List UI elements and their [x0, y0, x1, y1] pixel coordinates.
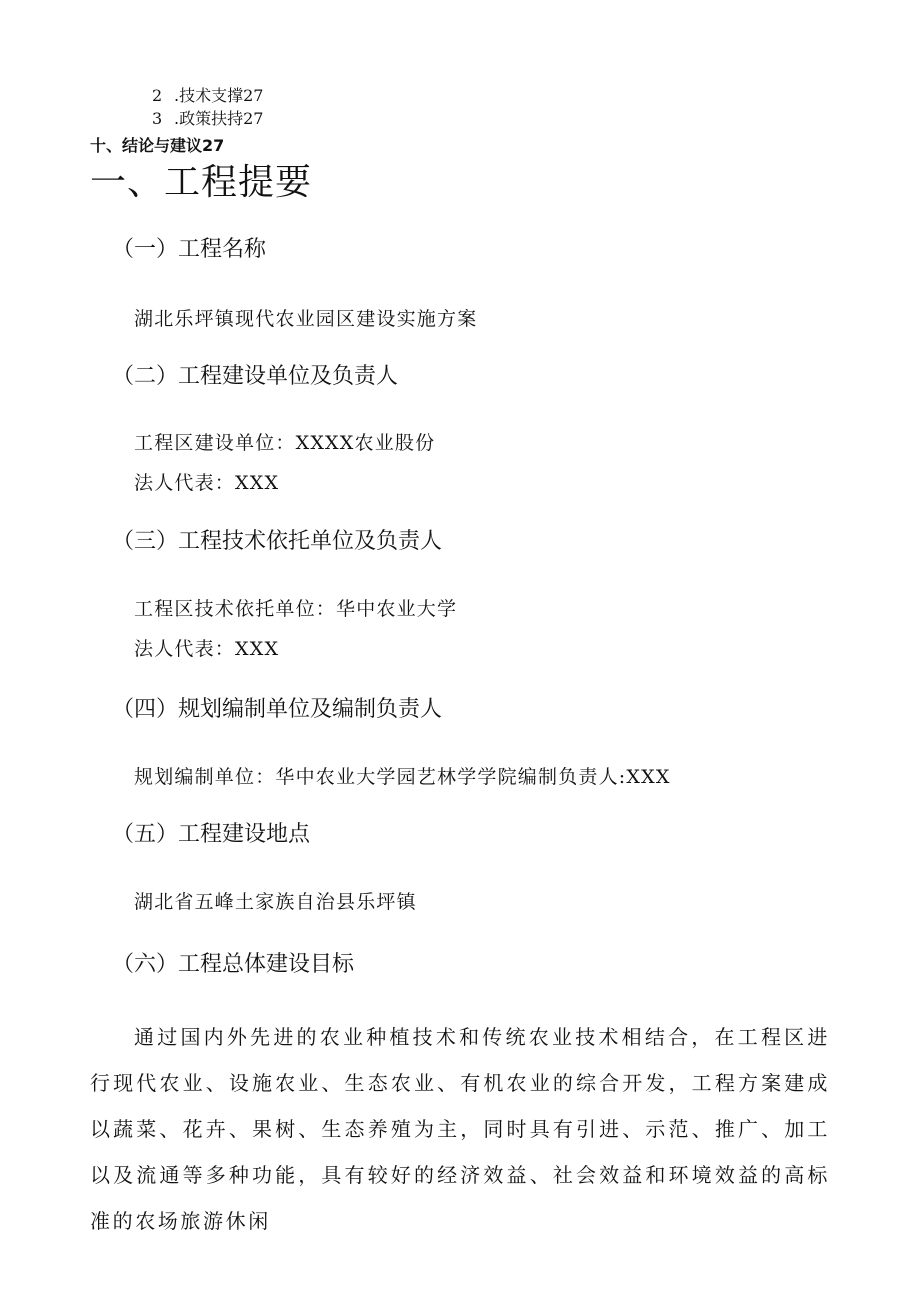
- section-text: 湖北省五峰土家族自治县乐坪镇: [134, 891, 417, 913]
- section-heading: （三）工程技术依托单位及负责人: [112, 529, 443, 554]
- section-heading: （四）规划编制单位及编制负责人: [112, 697, 443, 722]
- toc-item: [152, 109, 263, 129]
- toc-section-ten: 十、结论与建议27: [90, 136, 225, 155]
- body-paragraph: 通过国内外先进的农业种植技术和传统农业技术相结合，在工程区进行现代农业、设施农业、生态农业、有机农业的综合开发，工程方案建成以蔬菜、花卉、果树、生态养殖为主，同时具有引进、示范、推广、加工以及流通等多种功能，具有较好的经济效益、社会效益和环境效益的高标准的农场旅游休闲: [90, 1025, 830, 1233]
- section-heading: （五）工程建设地点: [112, 822, 311, 847]
- section-text: 工程区技术依托单位：华中农业大学: [134, 598, 458, 620]
- section-heading: （六）工程总体建设目标: [112, 952, 355, 977]
- toc-item-number: 3: [152, 109, 163, 128]
- toc-item-number: 2: [152, 86, 163, 105]
- section-text: 规划编制单位：华中农业大学园艺林学学院编制负责人:XXX: [134, 766, 671, 788]
- section-heading: （二）工程建设单位及负责人: [112, 364, 399, 389]
- chapter-title: 一、工程提要: [90, 162, 313, 203]
- section-text: 法人代表：XXX: [134, 472, 280, 494]
- section-text: 法人代表：XXX: [134, 638, 280, 660]
- toc-item-text: .技术支撑27: [174, 86, 264, 105]
- toc-item-text: .政策扶持27: [174, 109, 264, 128]
- section-text: 工程区建设单位：XXXX农业股份: [134, 432, 436, 454]
- section-heading: （一）工程名称: [112, 237, 267, 262]
- toc-item: [152, 86, 263, 106]
- section-text: 湖北乐坪镇现代农业园区建设实施方案: [134, 308, 478, 330]
